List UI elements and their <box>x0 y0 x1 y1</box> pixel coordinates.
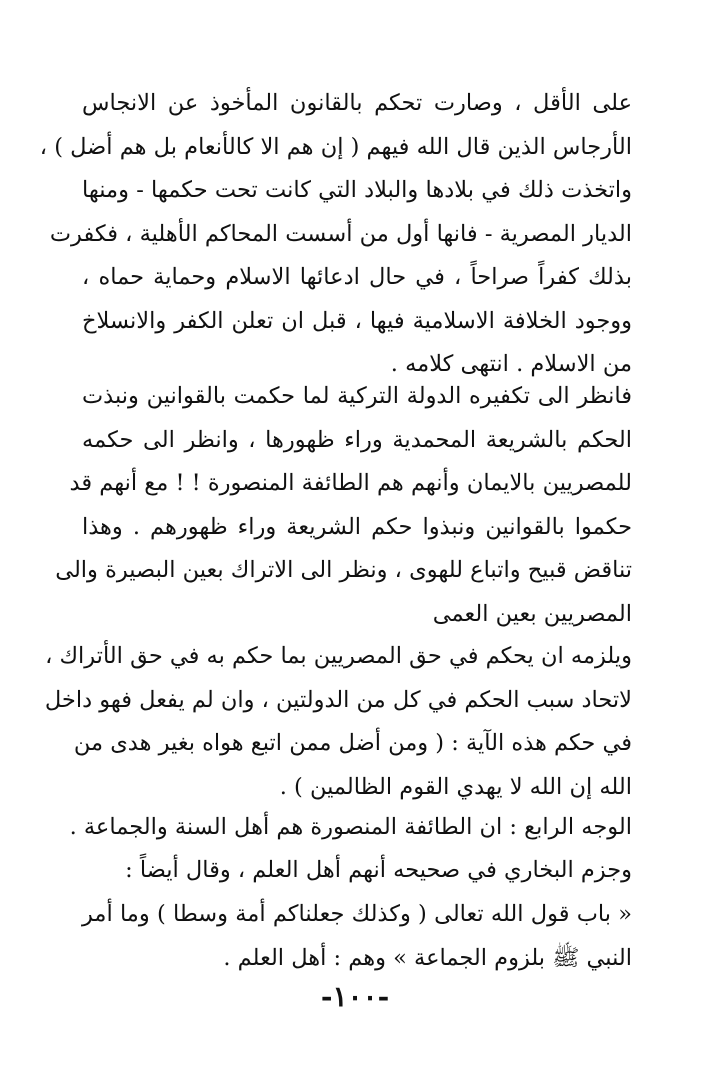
text-line: الحكم بالشريعة المحمدية وراء ظهورها ، وانظر الى حكمه <box>82 426 632 453</box>
text-line: واتخذت ذلك في بلادها والبلاد التي كانت تحت حكمها - ومنها <box>82 177 632 203</box>
paragraph-5 <box>82 849 632 893</box>
text-line: ووجود الخلافة الاسلامية فيها ، قبل ان تعلن الكفر والانسلاخ <box>82 307 632 334</box>
text-line: « باب قول الله تعالى ( وكذلك جعلناكم أمة وسطا ) وما أمر <box>82 901 632 927</box>
text-line: النبي ﷺ بلزوم الجماعة » وهم : أهل العلم . <box>223 944 632 971</box>
paragraph-1 <box>39 82 632 387</box>
text-line: للمصريين بالايمان وأنهم هم الطائفة المنصورة ! ! مع أنهم قد <box>69 470 632 496</box>
text-line: حكموا بالقوانين ونبذوا حكم الشريعة وراء ظهورهم . وهذا <box>82 513 632 540</box>
text-line: الديار المصرية - فانها أول من أسست المحاكم الأهلية ، فكفرت <box>49 220 632 247</box>
text-line: تناقض قبيح واتباع للهوى ، ونظر الى الاتراك بعين البصيرة والى <box>55 557 632 583</box>
text-line: الله إن الله لا يهدي القوم الظالمين ) . <box>279 773 632 800</box>
paragraph-4 <box>69 806 632 850</box>
text-line: على الأقل ، وصارت تحكم بالقانون المأخوذ عن الانجاس <box>82 90 632 116</box>
text-line: بذلك كفراً صراحاً ، في حال ادعائها الاسلام وحماية حماه ، <box>82 264 632 290</box>
text-line: فانظر الى تكفيره الدولة التركية لما حكمت بالقوانين ونبذت <box>82 383 632 409</box>
paragraph-6 <box>82 893 632 980</box>
text-line: لاتحاد سبب الحكم في كل من الدولتين ، وان لم يفعل فهو داخل <box>44 686 632 713</box>
text-line: الوجه الرابع : ان الطائفة المنصورة هم أهل السنة والجماعة . <box>69 814 632 840</box>
text-line: ويلزمه ان يحكم في حق المصريين بما حكم به في حق الأتراك ، <box>45 643 632 669</box>
text-line: الأرجاس الذين قال الله فيهم ( إن هم الا كالأنعام بل هم أضل ) ، <box>39 133 632 160</box>
text-line: وجزم البخاري في صحيحه أنهم أهل العلم ، وقال أيضاً : <box>125 857 632 883</box>
text-line: المصريين بعين العمى <box>432 600 632 627</box>
paragraph-3 <box>44 635 632 809</box>
text-line: في حكم هذه الآية : ( ومن أضل ممن اتبع هواه بغير هدى من <box>73 730 632 756</box>
page-number: -١٠٠- <box>320 980 390 1013</box>
paragraph-2 <box>55 375 632 636</box>
text-line: من الاسلام . انتهى كلامه . <box>390 351 632 377</box>
